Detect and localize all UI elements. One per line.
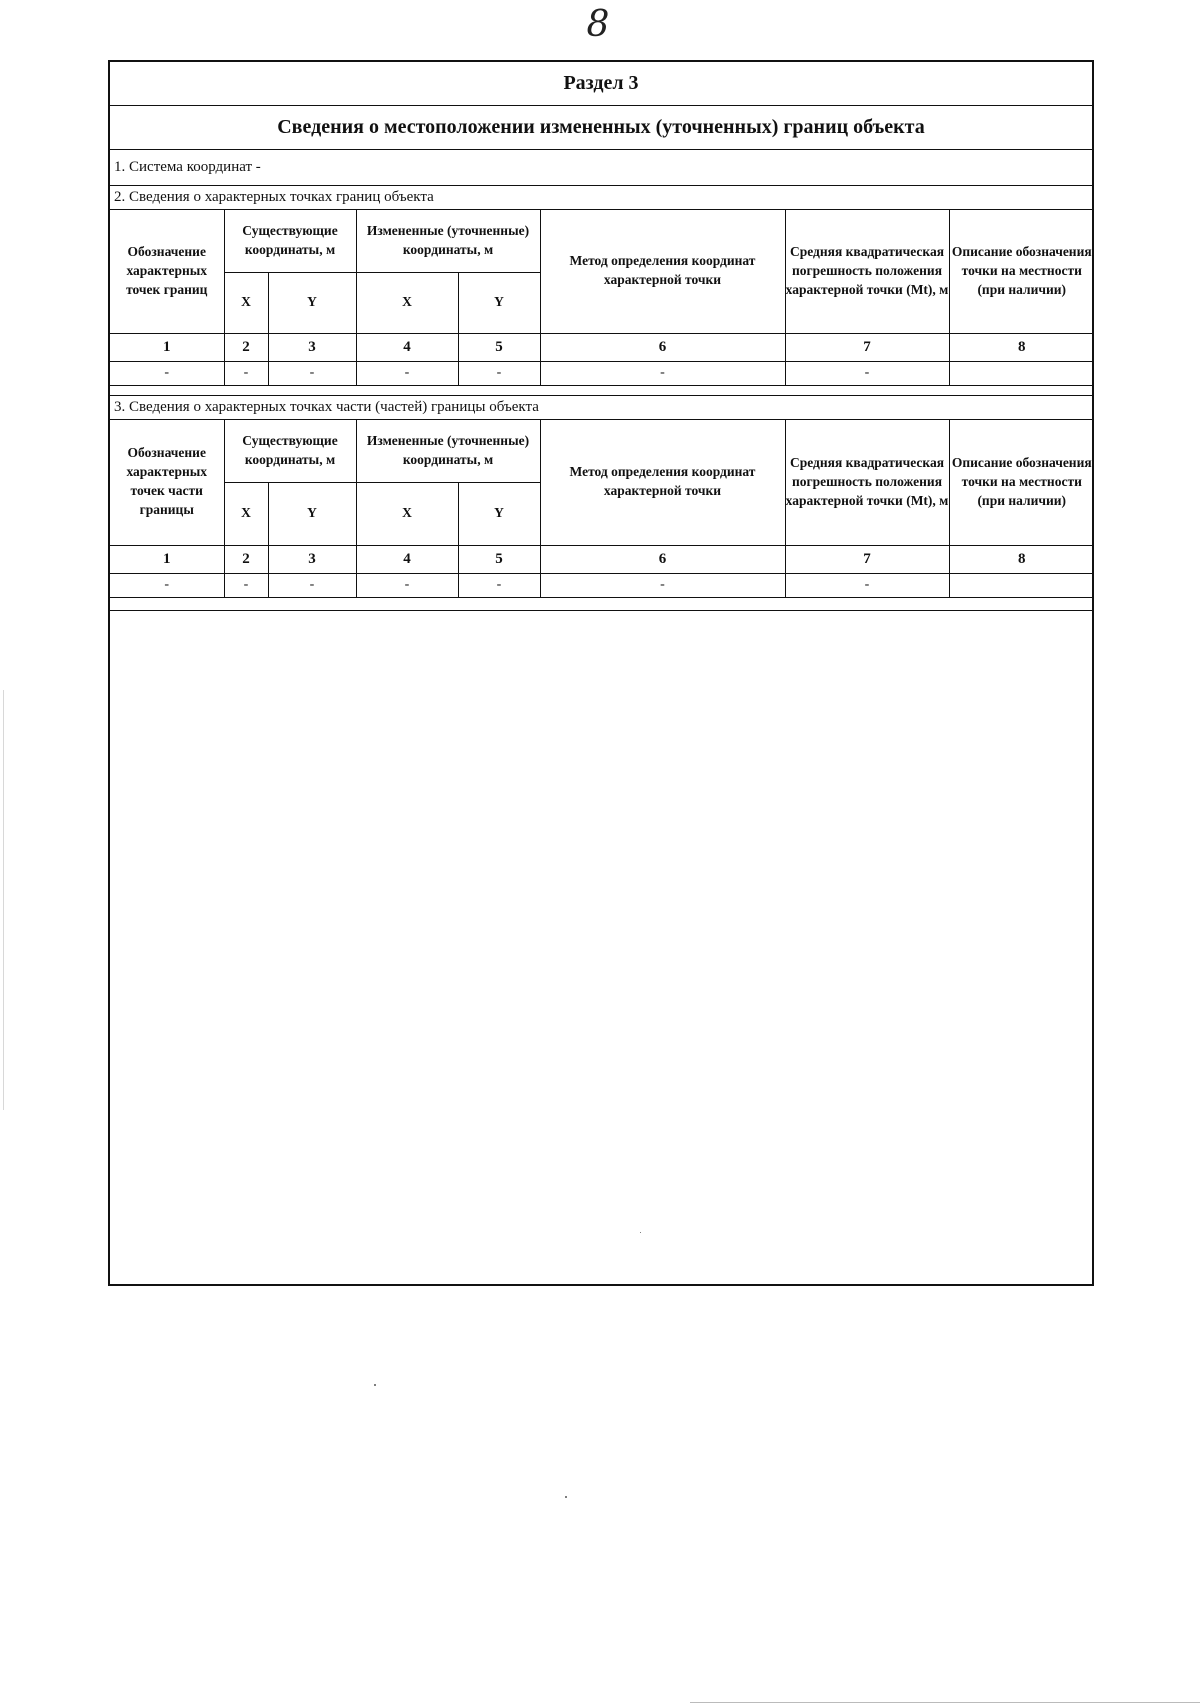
table1-caption: 2. Сведения о характерных точках границ объекта	[110, 186, 1092, 210]
form-frame	[108, 60, 1094, 1286]
header-description: Описание обозначения точки на местности (при наличии)	[949, 210, 1094, 333]
header-existing-coordinates: Существующие координаты, м	[224, 420, 356, 482]
header-description: Описание обозначения точки на местности (при наличии)	[949, 420, 1094, 545]
column-number: 8	[949, 545, 1094, 573]
scan-speck	[565, 1496, 567, 1498]
blank-area	[110, 610, 1092, 1284]
header-method: Метод определения координат характерной точки	[540, 210, 785, 333]
header-changed-y: Y	[458, 272, 540, 333]
column-number: 4	[356, 333, 458, 361]
column-number: 2	[224, 333, 268, 361]
header-changed-y: Y	[458, 482, 540, 545]
header-designation: Обозначение характерных точек части границы	[110, 420, 224, 545]
header-existing-coordinates: Существующие координаты, м	[224, 210, 356, 272]
table-cell: -	[540, 573, 785, 597]
header-changed-coordinates: Измененные (уточненные) координаты, м	[356, 420, 540, 482]
coordinate-system-line: 1. Система координат -	[110, 150, 1092, 186]
column-number: 7	[785, 545, 949, 573]
column-number: 6	[540, 333, 785, 361]
section-subtitle: Сведения о местоположении измененных (уточненных) границ объекта	[110, 106, 1092, 150]
page-number: 8	[586, 4, 610, 45]
column-number: 3	[268, 333, 356, 361]
boundary-points-table	[110, 210, 1094, 386]
column-number: 5	[458, 545, 540, 573]
table-cell: -	[356, 573, 458, 597]
table-cell: -	[356, 361, 458, 385]
table-cell: -	[110, 573, 224, 597]
header-mean-square-error: Средняя квадратическая погрешность положения характерной точки (Mt), м	[785, 420, 949, 545]
scan-speck	[374, 1384, 376, 1386]
column-number: 4	[356, 545, 458, 573]
table-cell: -	[224, 361, 268, 385]
column-number: 1	[110, 545, 224, 573]
table-cell: -	[224, 573, 268, 597]
header-designation: Обозначение характерных точек границ	[110, 210, 224, 333]
table-cell: -	[110, 361, 224, 385]
table-cell: -	[268, 573, 356, 597]
column-number: 3	[268, 545, 356, 573]
table-cell: -	[268, 361, 356, 385]
table2-caption: 3. Сведения о характерных точках части (частей) границы объекта	[110, 395, 1092, 420]
table-cell: -	[540, 361, 785, 385]
boundary-part-points-table	[110, 420, 1094, 598]
header-changed-coordinates: Измененные (уточненные) координаты, м	[356, 210, 540, 272]
header-changed-x: X	[356, 272, 458, 333]
header-existing-x: X	[224, 482, 268, 545]
column-number: 5	[458, 333, 540, 361]
header-existing-y: Y	[268, 272, 356, 333]
column-number: 7	[785, 333, 949, 361]
header-changed-x: X	[356, 482, 458, 545]
scan-margin-line	[3, 690, 4, 1110]
header-mean-square-error: Средняя квадратическая погрешность положения характерной точки (Mt), м	[785, 210, 949, 333]
table-cell: -	[785, 573, 949, 597]
column-number: 6	[540, 545, 785, 573]
table-cell	[949, 361, 1094, 385]
section-title: Раздел 3	[110, 62, 1092, 106]
column-number: 1	[110, 333, 224, 361]
scan-edge-line	[690, 1702, 1200, 1703]
table-cell: -	[458, 361, 540, 385]
column-number: 2	[224, 545, 268, 573]
header-method: Метод определения координат характерной точки	[540, 420, 785, 545]
table-cell: -	[458, 573, 540, 597]
header-existing-y: Y	[268, 482, 356, 545]
scan-speck	[640, 1232, 641, 1233]
header-existing-x: X	[224, 272, 268, 333]
column-number: 8	[949, 333, 1094, 361]
table-cell: -	[785, 361, 949, 385]
table-cell	[949, 573, 1094, 597]
